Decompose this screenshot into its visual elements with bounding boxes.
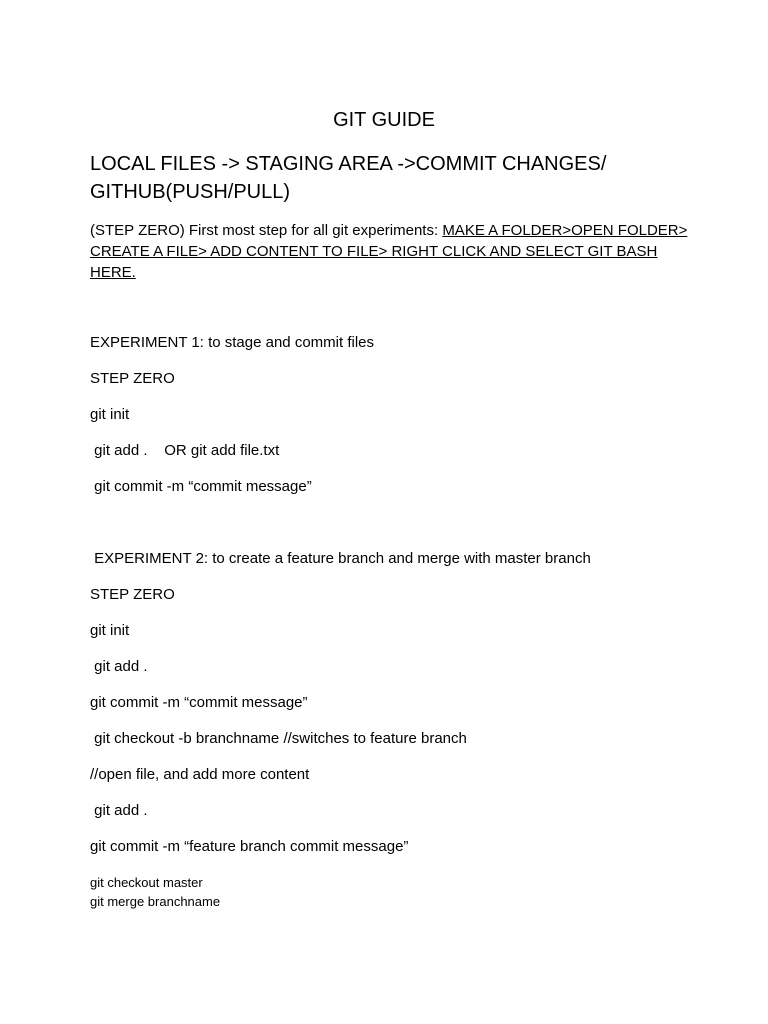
experiment-1-git-add: git add . OR git add file.txt: [90, 442, 280, 459]
experiment-2-git-commit-feature: git commit -m “feature branch commit message”: [90, 838, 409, 855]
experiment-1-step-zero: STEP ZERO: [90, 370, 175, 387]
intro-text: (STEP ZERO) First most step for all git experiments:: [90, 222, 443, 239]
experiment-2-git-checkout-master: git checkout master: [90, 875, 203, 890]
experiment-1-title: EXPERIMENT 1: to stage and commit files: [90, 334, 374, 351]
experiment-2-git-add-feature: git add .: [90, 802, 148, 819]
experiment-2-open-file-comment: //open file, and add more content: [90, 766, 310, 783]
experiment-1-git-commit: git commit -m “commit message”: [90, 478, 312, 495]
experiment-2-git-init: git init: [90, 622, 130, 639]
experiment-2-git-checkout-branch: git checkout -b branchname //switches to feature branch: [90, 730, 467, 747]
experiment-2-git-commit: git commit -m “commit message”: [90, 694, 308, 711]
workflow-heading: LOCAL FILES -> STAGING AREA ->COMMIT CHANGES/ GITHUB(PUSH/PULL): [90, 153, 607, 203]
experiment-1-git-init: git init: [90, 406, 130, 423]
intro-underlined-steps: MAKE A FOLDER>OPEN FOLDER> CREATE A FILE> ADD CONTENT TO FILE> RIGHT CLICK AND SELECT GIT BASH HERE.: [90, 222, 688, 281]
document-title: GIT GUIDE: [333, 109, 435, 131]
experiment-2-git-add: git add .: [90, 658, 148, 675]
experiment-2-step-zero: STEP ZERO: [90, 586, 175, 603]
step-zero-intro: [90, 220, 690, 283]
experiment-2-title: EXPERIMENT 2: to create a feature branch and merge with master branch: [90, 550, 591, 567]
experiment-2-git-merge: git merge branchname: [90, 894, 221, 909]
